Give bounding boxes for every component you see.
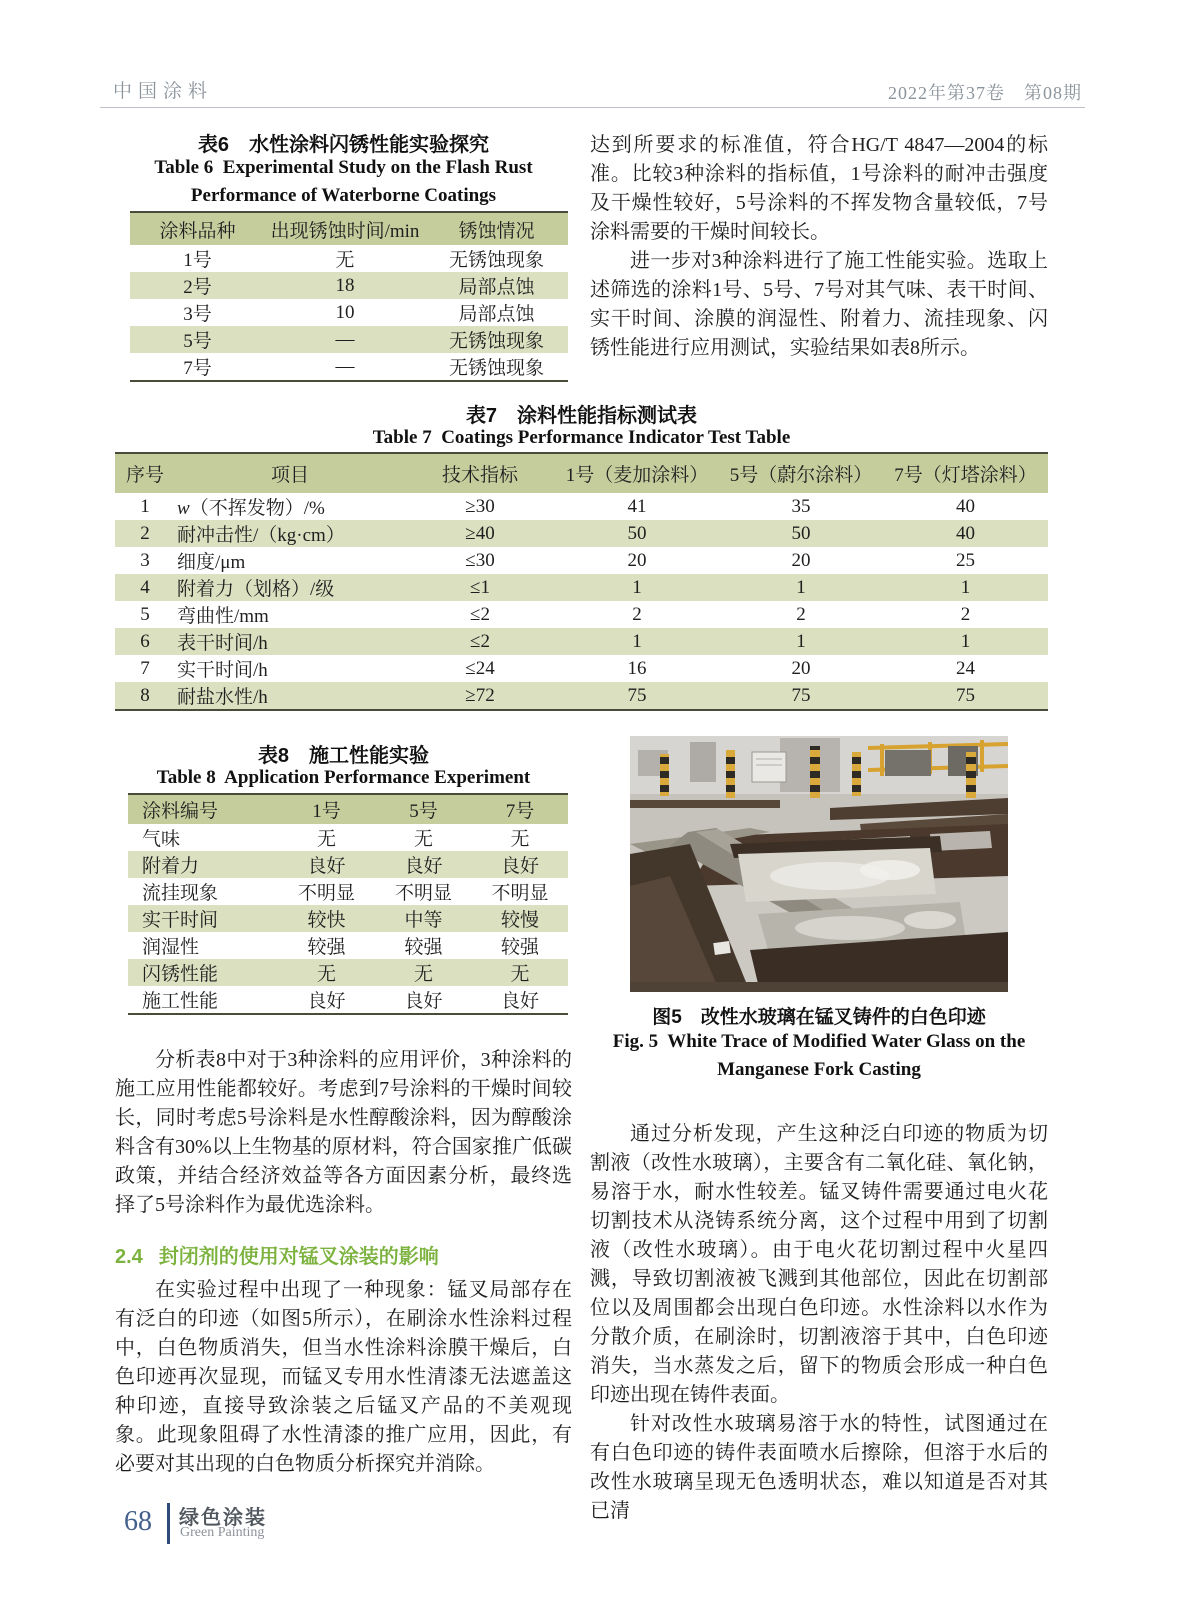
table7-header-row: 序号 项目 技术指标 1号（麦加涂料） 5号（蔚尔涂料） 7号（灯塔涂料） [115, 453, 1048, 493]
paragraph: 分析表8中对于3种涂料的应用评价，3种涂料的施工应用性能都较好。考虑到7号涂料的干燥时间较长，同时考虑5号涂料是水性醇酸涂料，因为醇酸涂料含有30%以上生物基的原材料，符合国家推广低碳政策，并结合经济效益等各方面因素分析，最终选择了5号涂料作为最优选涂料。 [115, 1049, 572, 1216]
table-row: 3号 10 局部点蚀 [183, 301, 535, 325]
issue-info: 2022年第37卷 第08期 [888, 83, 1082, 103]
table7-title-cn: 表7 涂料性能指标测试表 [465, 405, 698, 427]
figure5-photo [630, 736, 1008, 992]
figure5-caption-cn: 图5 改性水玻璃在锰叉铸件的白色印迹 [652, 1007, 986, 1028]
figure5-caption-en-line1: Fig. 5 White Trace of Modified Water Glass on the [612, 1031, 1026, 1052]
left-column-paragraph-1 [115, 1046, 572, 1220]
table-row: 闪锈性能 无 无 无 [128, 959, 568, 986]
table6-title-cn: 表6 水性涂料闪锈性能实验探究 [197, 134, 490, 156]
table-row: 气味 无 无 无 [142, 829, 530, 850]
table-row: 1 w（不挥发物）/% ≥30 41 35 40 [140, 495, 975, 519]
right-column-bottom-text [590, 1120, 1048, 1526]
table7-title-en: Table 7 Coatings Performance Indicator Test Table [372, 427, 791, 448]
table-row: 6 表干时间/h ≤2 1 1 1 [115, 628, 1048, 655]
table6-title-en-line2: Performance of Waterborne Coatings [190, 185, 497, 206]
page-number: 68 [124, 1506, 152, 1537]
table-row: 附着力 良好 良好 良好 [128, 851, 568, 878]
table6-title-en-line1: Table 6 Experimental Study on the Flash Rust [154, 157, 533, 178]
journal-name: 中国涂料 [113, 81, 214, 102]
table-row: 1号 无 无锈蚀现象 [183, 250, 544, 271]
table-row: 润湿性 较强 较强 较强 [142, 937, 539, 958]
paragraph: 在实验过程中出现了一种现象：锰叉局部存在有泛白的印迹（如图5所示），在刷涂水性涂料过程中，白色物质消失，但当水性涂料涂膜干燥后，白色印迹再次显现，而锰叉专用水性清漆无法遮盖这种印迹，直接导致涂装之后锰叉产品的不美观现象。此现象阻碍了水性清漆的推广应用，因此，有必要对其出现的白色物质分析探究并消除。 [115, 1279, 572, 1475]
table-row: 施工性能 良好 良好 良好 [142, 991, 539, 1012]
table6 [130, 211, 568, 382]
table-row: 实干时间 较快 中等 较慢 [128, 905, 568, 932]
section-number: 2.4 [115, 1246, 143, 1268]
footer-divider [167, 1503, 170, 1544]
table6-header-row: 涂料品种 出现锈蚀时间/min 锈蚀情况 [130, 212, 568, 245]
table7 [115, 452, 1048, 711]
section-heading-2-4 [115, 1240, 572, 1269]
footer-column-en: Green Painting [180, 1525, 265, 1540]
paragraph: 达到所要求的标准值，符合HG/T 4847—2004的标准。比较3种涂料的指标值，1号涂料的耐冲击强度及干燥性较好，5号涂料的不挥发物含量较低，7号涂料需要的干燥时间较长。 [590, 134, 1048, 243]
table8-header-row: 涂料编号 1号 5号 7号 [128, 794, 568, 824]
table-row: 3 细度/μm ≤30 20 20 25 [140, 549, 975, 573]
left-column-paragraph-2 [115, 1276, 572, 1479]
table-row: 4 附着力（划格）/级 ≤1 1 1 1 [115, 574, 1048, 601]
section-title: 封闭剂的使用对锰叉涂装的影响 [158, 1246, 439, 1268]
header-rule [100, 107, 1085, 108]
table8-title-cn: 表8 施工性能实验 [257, 745, 430, 767]
table-row: 5 弯曲性/mm ≤2 2 2 2 [140, 603, 971, 627]
table-row: 8 耐盐水性/h ≥72 75 75 75 [115, 682, 1048, 710]
paragraph: 进一步对3种涂料进行了施工性能实验。选取上述筛选的涂料1号、5号、7号对其气味、表干时间、实干时间、涂膜的润湿性、附着力、流挂现象、闪锈性能进行应用测试，实验结果如表8所示。 [590, 250, 1048, 359]
paragraph: 针对改性水玻璃易溶于水的特性，试图通过在有白色印迹的铸件表面喷水后擦除，但溶于水后的改性水玻璃呈现无色透明状态，难以知道是否对其已清 [590, 1413, 1048, 1522]
footer-column-cn: 绿色涂装 [179, 1507, 267, 1529]
paragraph: 通过分析发现，产生这种泛白印迹的物质为切割液（改性水玻璃），主要含有二氧化硅、氧化钠，易溶于水，耐水性较差。锰叉铸件需要通过电火花切割技术从浇铸系统分离，这个过程中用到了切割液（改性水玻璃）。由于电火花切割过程中火星四溅，导致切割液被飞溅到其他部位，因此在切割部位以及周围都会出现白色印迹。水性涂料以水作为分散介质，在刷涂时，切割液溶于其中，白色印迹消失，当水蒸发之后，留下的物质会形成一种白色印迹出现在铸件表面。 [590, 1123, 1048, 1406]
table-row: 5号 — 无锈蚀现象 [130, 326, 568, 353]
table8-title-en: Table 8 Application Performance Experiment [156, 767, 531, 788]
table-row: 7 实干时间/h ≤24 16 20 24 [140, 657, 975, 681]
right-column-top-text [590, 131, 1048, 363]
figure5-caption-en-line2: Manganese Fork Casting [717, 1059, 921, 1080]
table-row: 2号 18 局部点蚀 [130, 272, 568, 299]
table-row: 流挂现象 不明显 不明显 不明显 [142, 883, 549, 904]
table8 [128, 793, 568, 1015]
table-row: 2 耐冲击性/（kg·cm） ≥40 50 50 40 [115, 520, 1048, 547]
table-row: 7号 — 无锈蚀现象 [183, 355, 544, 379]
